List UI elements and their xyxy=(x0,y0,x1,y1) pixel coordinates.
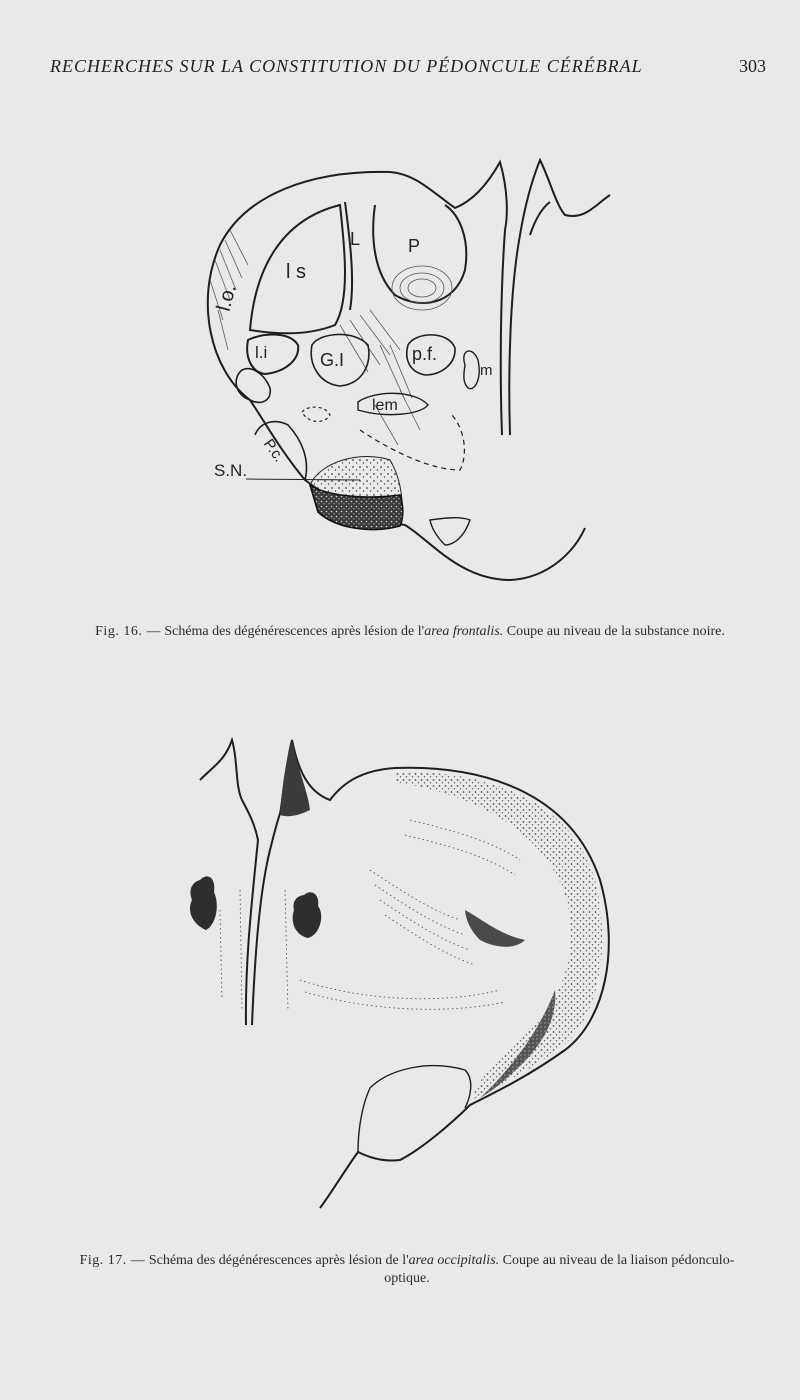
label-ls: l s xyxy=(286,261,306,283)
label-lo: l.o. xyxy=(212,282,241,314)
label-pf: p.f. xyxy=(412,344,438,364)
figure-16-caption-text: Schéma des dégénérescences après lésion de l' xyxy=(164,624,425,639)
label-sn: S.N. xyxy=(214,461,248,480)
figure-16-caption-rest: Coupe au niveau de la substance noire. xyxy=(503,624,725,639)
running-header xyxy=(50,56,770,82)
figure-17-caption xyxy=(62,1252,752,1288)
figure-16-caption-italic: area frontalis. xyxy=(424,624,504,639)
figure-17-caption-rest: Coupe au niveau de la liaison pédonculo-optique. xyxy=(384,1253,735,1286)
figure-17-drawing xyxy=(180,730,620,1220)
label-P: P xyxy=(408,236,421,256)
figure-16-number: Fig. 16. — xyxy=(95,624,161,639)
page-number: 303 xyxy=(739,56,766,76)
running-title: RECHERCHES SUR LA CONSTITUTION DU PÉDONCULE CÉRÉBRAL xyxy=(50,56,643,76)
figure-17-caption-italic: area occipitalis. xyxy=(408,1253,500,1268)
figure-17-caption-text: Schéma des dégénérescences après lésion de l' xyxy=(148,1253,409,1268)
label-m: m xyxy=(480,362,493,379)
label-pc: P.c. xyxy=(260,435,288,466)
figure-16-caption xyxy=(90,623,730,641)
label-lem: lem xyxy=(372,397,398,414)
figure-17-number: Fig. 17. — xyxy=(79,1253,146,1268)
label-li: l.i xyxy=(255,343,268,362)
figure-16-drawing xyxy=(190,150,620,590)
label-L: L xyxy=(350,229,361,249)
label-GI: G.I xyxy=(320,350,345,370)
